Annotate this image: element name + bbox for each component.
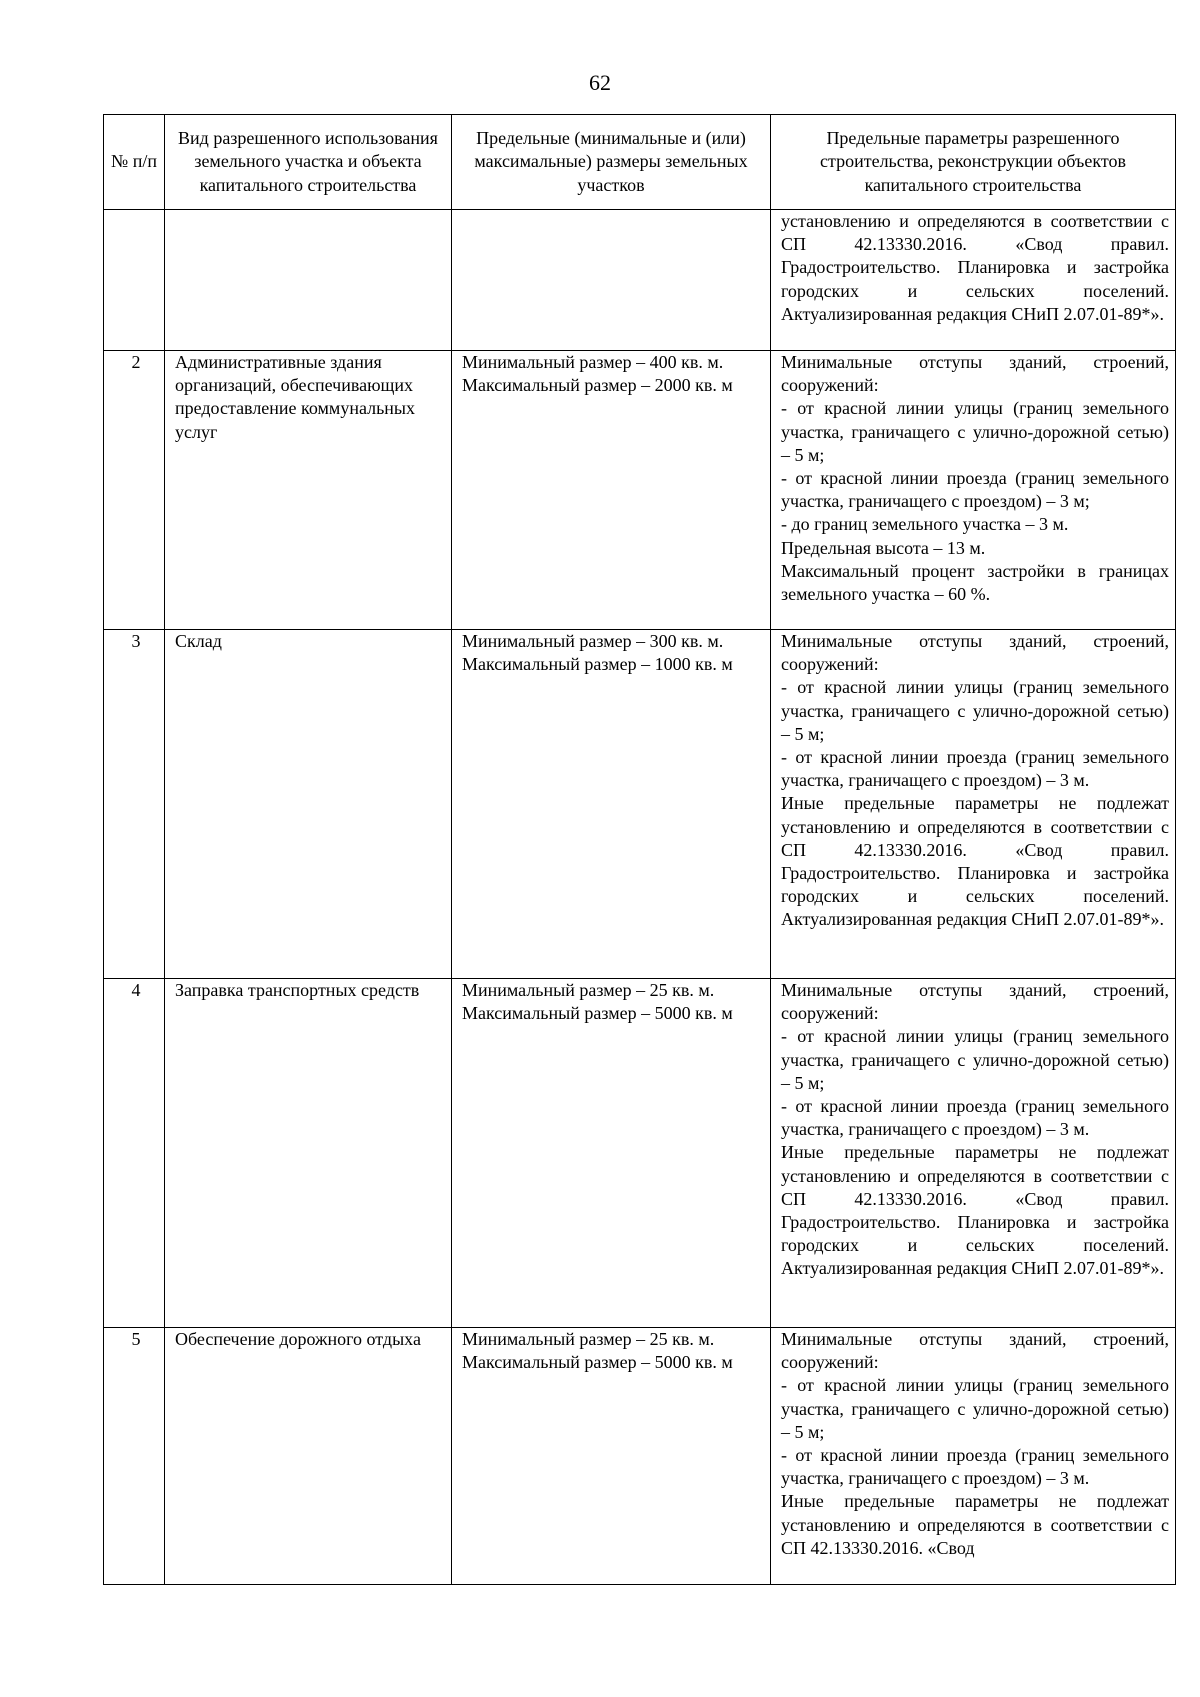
table-header-row [104, 115, 1176, 210]
cell-num: 2 [104, 351, 165, 630]
cell-sizes [452, 1328, 771, 1585]
param-line: - до границ земельного участка – 3 м. [781, 514, 1069, 535]
page-number: 62 [589, 70, 611, 95]
param-line: - от красной линии улицы (границ земельного участка, граничащего с улично-дорожной сетью) – 5 м; [781, 677, 1169, 744]
header-sizes: Предельные (минимальные и (или) максимальные) размеры земельных участков [452, 115, 771, 210]
header-num: № п/п [104, 115, 165, 210]
cell-use: Административные здания организаций, обеспечивающих предоставление коммунальных услуг [165, 351, 452, 630]
param-line: Минимальные отступы зданий, строений, сооружений: [781, 631, 1169, 675]
cell-num: 5 [104, 1328, 165, 1585]
size-min: Минимальный размер – 300 кв. м. [462, 631, 724, 651]
param-line: Предельная высота – 13 м. [781, 537, 986, 558]
cell-use: Склад [165, 630, 452, 979]
param-line: Иные предельные параметры не подлежат установлению и определяются в соответствии с СП 42.13330.2016. «Свод правил. Градостроительство. Планировка и застройка городских и сельских поселений. Актуализированная редакция СНиП 2.07.01-89*». [781, 1142, 1169, 1279]
table-row [104, 979, 1176, 1328]
param-line: Минимальные отступы зданий, строений, сооружений: [781, 980, 1169, 1024]
size-max: Максимальный размер – 1000 кв. м [462, 654, 733, 675]
param-line: - от красной линии улицы (границ земельного участка, граничащего с улично-дорожной сетью) – 5 м; [781, 398, 1169, 465]
cell-num: 3 [104, 630, 165, 979]
cell-sizes [452, 210, 771, 351]
param-line: Иные предельные параметры не подлежат установлению и определяются в соответствии с СП 42.13330.2016. «Свод [781, 1491, 1169, 1558]
cell-num: 4 [104, 979, 165, 1328]
header-params: Предельные параметры разрешенного строительства, реконструкции объектов капитального строительства [771, 115, 1176, 210]
param-line: - от красной линии улицы (границ земельного участка, граничащего с улично-дорожной сетью) – 5 м; [781, 1026, 1169, 1093]
param-line: - от красной линии проезда (границ земельного участка, граничащего с проездом) – 3 м; [781, 468, 1169, 512]
cell-use [165, 210, 452, 351]
cell-params [771, 351, 1176, 630]
param-line: Иные предельные параметры не подлежат установлению и определяются в соответствии с СП 42.13330.2016. «Свод правил. Градостроительство. Планировка и застройка городских и сельских поселений. Актуализированная редакция СНиП 2.07.01-89*». [781, 793, 1169, 930]
size-min: Минимальный размер – 25 кв. м. [462, 1329, 715, 1349]
size-max: Максимальный размер – 5000 кв. м [462, 1352, 733, 1373]
param-line: - от красной линии проезда (границ земельного участка, граничащего с проездом) – 3 м. [781, 1445, 1169, 1489]
cell-params: установлению и определяются в соответствии с СП 42.13330.2016. «Свод правил. Градостроительство. Планировка и застройка городских и сельских поселений. Актуализированная редакция СНиП 2.07.01-89*». [771, 210, 1176, 351]
header-use: Вид разрешенного использования земельного участка и объекта капитального строительства [165, 115, 452, 210]
size-min: Минимальный размер – 25 кв. м. [462, 980, 715, 1000]
table-row-continuation [104, 210, 1176, 351]
cell-use: Заправка транспортных средств [165, 979, 452, 1328]
cell-use: Обеспечение дорожного отдыха [165, 1328, 452, 1585]
param-line: Минимальные отступы зданий, строений, сооружений: [781, 1329, 1169, 1373]
size-max: Максимальный размер – 2000 кв. м [462, 375, 733, 396]
cell-sizes [452, 979, 771, 1328]
size-min: Минимальный размер – 400 кв. м. [462, 352, 724, 372]
cell-params [771, 630, 1176, 979]
size-max: Максимальный размер – 5000 кв. м [462, 1003, 733, 1024]
cell-params [771, 1328, 1176, 1585]
param-line: - от красной линии проезда (границ земельного участка, граничащего с проездом) – 3 м. [781, 747, 1169, 791]
table-row [104, 630, 1176, 979]
permitted-use-table [103, 114, 1176, 1585]
table-row [104, 1328, 1176, 1585]
cell-num [104, 210, 165, 351]
table-row [104, 351, 1176, 630]
cell-params [771, 979, 1176, 1328]
cell-sizes [452, 351, 771, 630]
param-line: - от красной линии улицы (границ земельного участка, граничащего с улично-дорожной сетью) – 5 м; [781, 1375, 1169, 1442]
param-line: Максимальный процент застройки в границах земельного участка – 60 %. [781, 560, 1169, 605]
param-line: - от красной линии проезда (границ земельного участка, граничащего с проездом) – 3 м. [781, 1096, 1169, 1140]
cell-sizes [452, 630, 771, 979]
param-line: Минимальные отступы зданий, строений, сооружений: [781, 352, 1169, 396]
